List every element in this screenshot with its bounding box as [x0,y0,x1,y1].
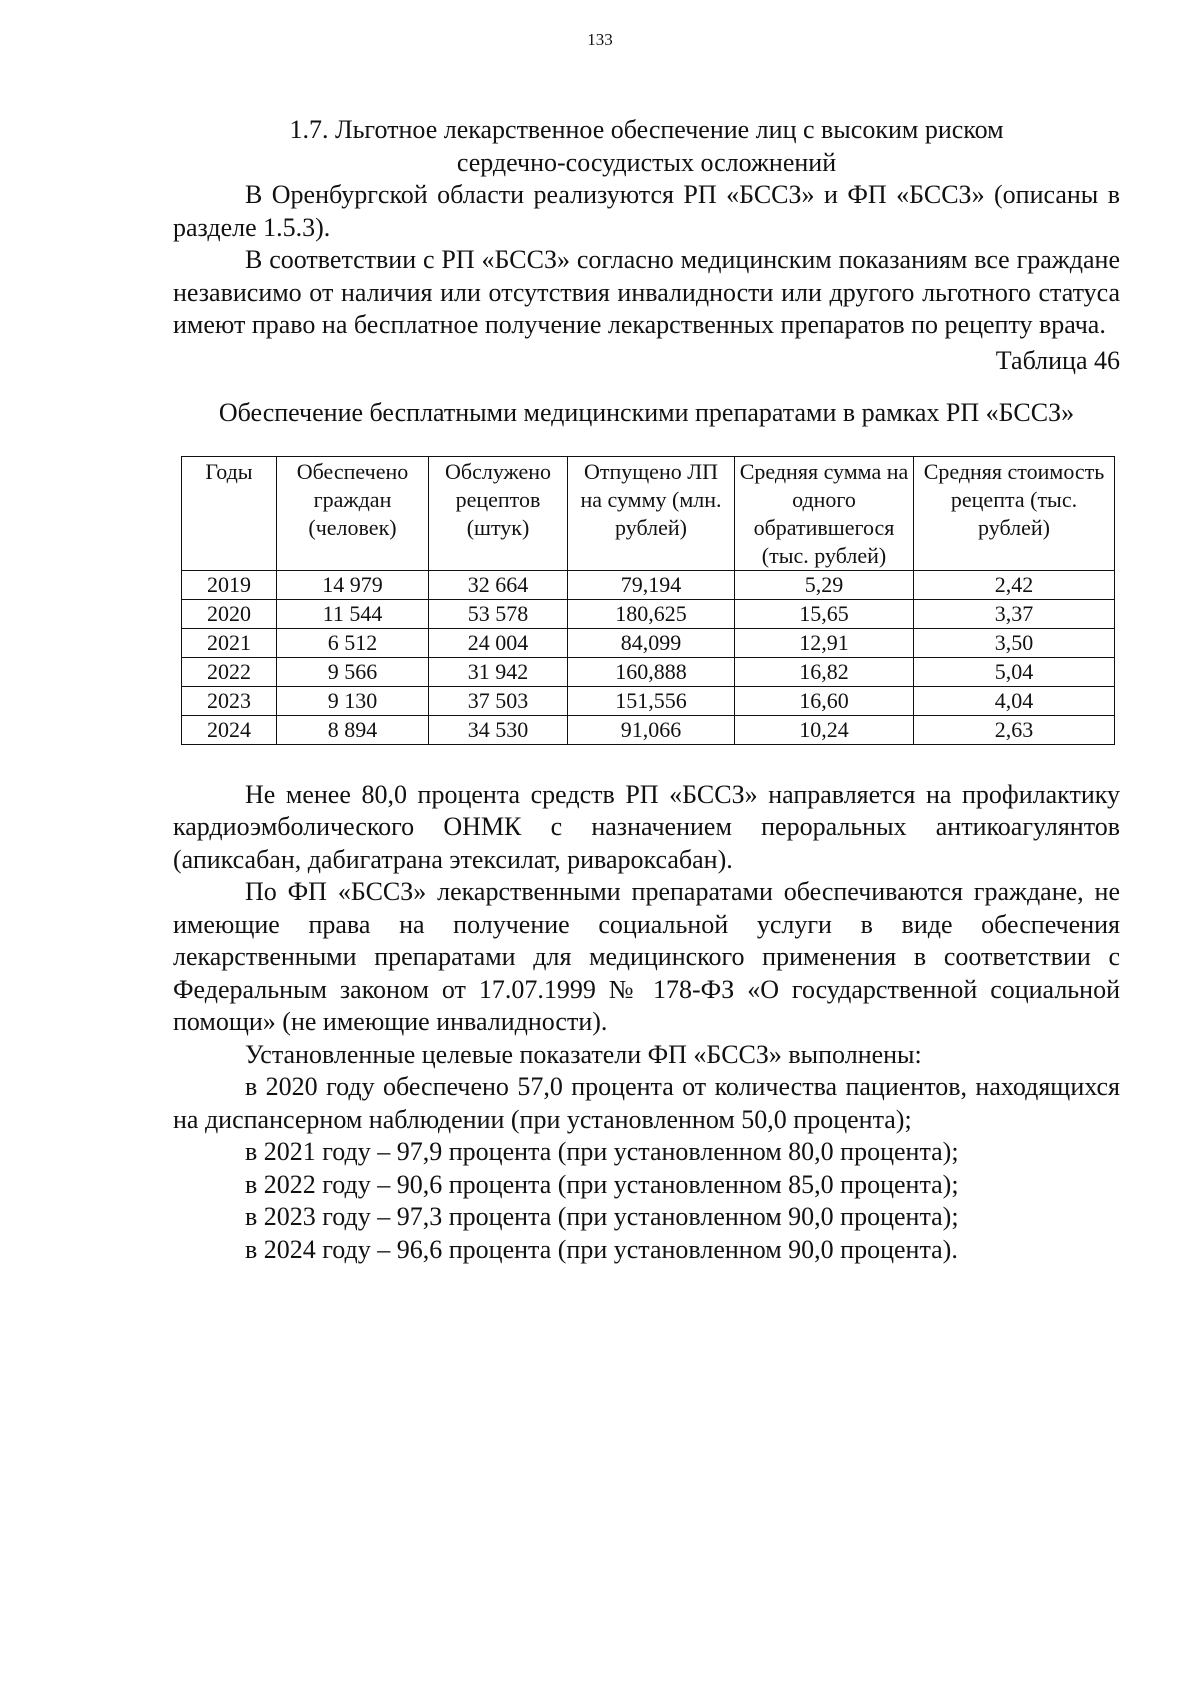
document-body [173,114,1120,1266]
cell-amount: 91,066 [568,715,735,744]
section-heading-line-1: 1.7. Льготное лекарственное обеспечение лиц с высоким риском [289,115,1004,144]
paragraph-anticoagulants: Не менее 80,0 процента средств РП «БССЗ» направляется на профилактику кардиоэмболического ОНМК с назначением пероральных антикоагулянтов (апиксабан, дабигатрана этексилат, ривароксабан). [173,779,1120,874]
cell-prescriptions: 37 503 [429,686,568,715]
cell-avg-per-person: 16,60 [735,686,914,715]
cell-amount: 79,194 [568,570,735,599]
list-item: в 2024 году – 96,6 процента (при установленном 90,0 процента). [245,1234,958,1264]
section-heading-line-2: сердечно-сосудистых осложнений [456,147,837,177]
cell-year: 2022 [182,657,277,686]
table-label: Таблица 46 [995,345,1120,375]
table-row [182,686,1115,715]
cell-citizens: 14 979 [277,570,429,599]
paragraph-target-2020: в 2020 году обеспечено 57,0 процента от количества пациентов, находящихся на диспансерном наблюдении (при установленном 50,0 процента); [173,1072,1120,1134]
cell-avg-prescription: 2,63 [914,715,1115,744]
table-row [182,628,1115,657]
table-row [182,599,1115,628]
header-avg-prescription: Средняя стоимость рецепта (тыс. рублей) [914,456,1115,570]
cell-avg-per-person: 12,91 [735,628,914,657]
header-years: Годы [182,456,277,570]
cell-prescriptions: 31 942 [429,657,568,686]
provision-table [181,456,1115,745]
table-row [182,715,1115,744]
cell-avg-prescription: 2,42 [914,570,1115,599]
cell-amount: 160,888 [568,657,735,686]
cell-prescriptions: 32 664 [429,570,568,599]
list-item: в 2021 году – 97,9 процента (при установленном 80,0 процента); [245,1137,959,1166]
cell-year: 2020 [182,599,277,628]
cell-year: 2023 [182,686,277,715]
list-item: в 2023 году – 97,3 процента (при установленном 90,0 процента); [245,1202,959,1231]
paragraph-intro: В Оренбургской области реализуются РП «БССЗ» и ФП «БССЗ» (описаны в разделе 1.5.3). [173,180,1120,242]
cell-prescriptions: 53 578 [429,599,568,628]
cell-year: 2021 [182,628,277,657]
header-prescriptions: Обслужено рецептов (штук) [429,456,568,570]
list-item: в 2022 году – 90,6 процента (при установленном 85,0 процента); [245,1169,959,1199]
cell-citizens: 6 512 [277,628,429,657]
cell-amount: 84,099 [568,628,735,657]
cell-citizens: 9 130 [277,686,429,715]
cell-avg-prescription: 4,04 [914,686,1115,715]
table-row [182,657,1115,686]
table-header-row [182,456,1115,570]
header-amount: Отпущено ЛП на сумму (млн. рублей) [568,456,735,570]
section-heading [173,114,1120,179]
paragraph-rights: В соответствии с РП «БССЗ» согласно медицинским показаниям все граждане независимо от наличия или отсутствия инвалидности или другого льготного статуса имеют право на бесплатное получение лекарственных препаратов по рецепту врача. [173,245,1120,339]
cell-avg-per-person: 10,24 [735,715,914,744]
table-row [182,570,1115,599]
cell-avg-per-person: 16,82 [735,657,914,686]
table-caption: Обеспечение бесплатными медицинскими препаратами в рамках РП «БССЗ» [218,398,1075,427]
cell-avg-per-person: 5,29 [735,570,914,599]
header-citizens: Обеспечено граждан (человек) [277,456,429,570]
cell-year: 2019 [182,570,277,599]
cell-avg-prescription: 5,04 [914,657,1115,686]
cell-amount: 180,625 [568,599,735,628]
cell-citizens: 9 566 [277,657,429,686]
cell-year: 2024 [182,715,277,744]
page-number: 133 [587,30,613,49]
paragraph-federal-project: По ФП «БССЗ» лекарственными препаратами обеспечиваются граждане, не имеющие права на получение социальной услуги в виде обеспечения лекарственными препаратами для медицинского применения в соответствии с Федеральным законом от 17.07.1999 № 178-ФЗ «О государственной социальной помощи» (не имеющие инвалидности). [173,877,1120,1036]
cell-amount: 151,556 [568,686,735,715]
cell-prescriptions: 24 004 [429,628,568,657]
paragraph-targets-met: Установленные целевые показатели ФП «БССЗ» выполнены: [245,1039,922,1069]
header-avg-per-person: Средняя сумма на одного обратившегося (тыс. рублей) [735,456,914,570]
cell-citizens: 8 894 [277,715,429,744]
cell-citizens: 11 544 [277,599,429,628]
cell-avg-prescription: 3,37 [914,599,1115,628]
cell-avg-prescription: 3,50 [914,628,1115,657]
cell-prescriptions: 34 530 [429,715,568,744]
cell-avg-per-person: 15,65 [735,599,914,628]
